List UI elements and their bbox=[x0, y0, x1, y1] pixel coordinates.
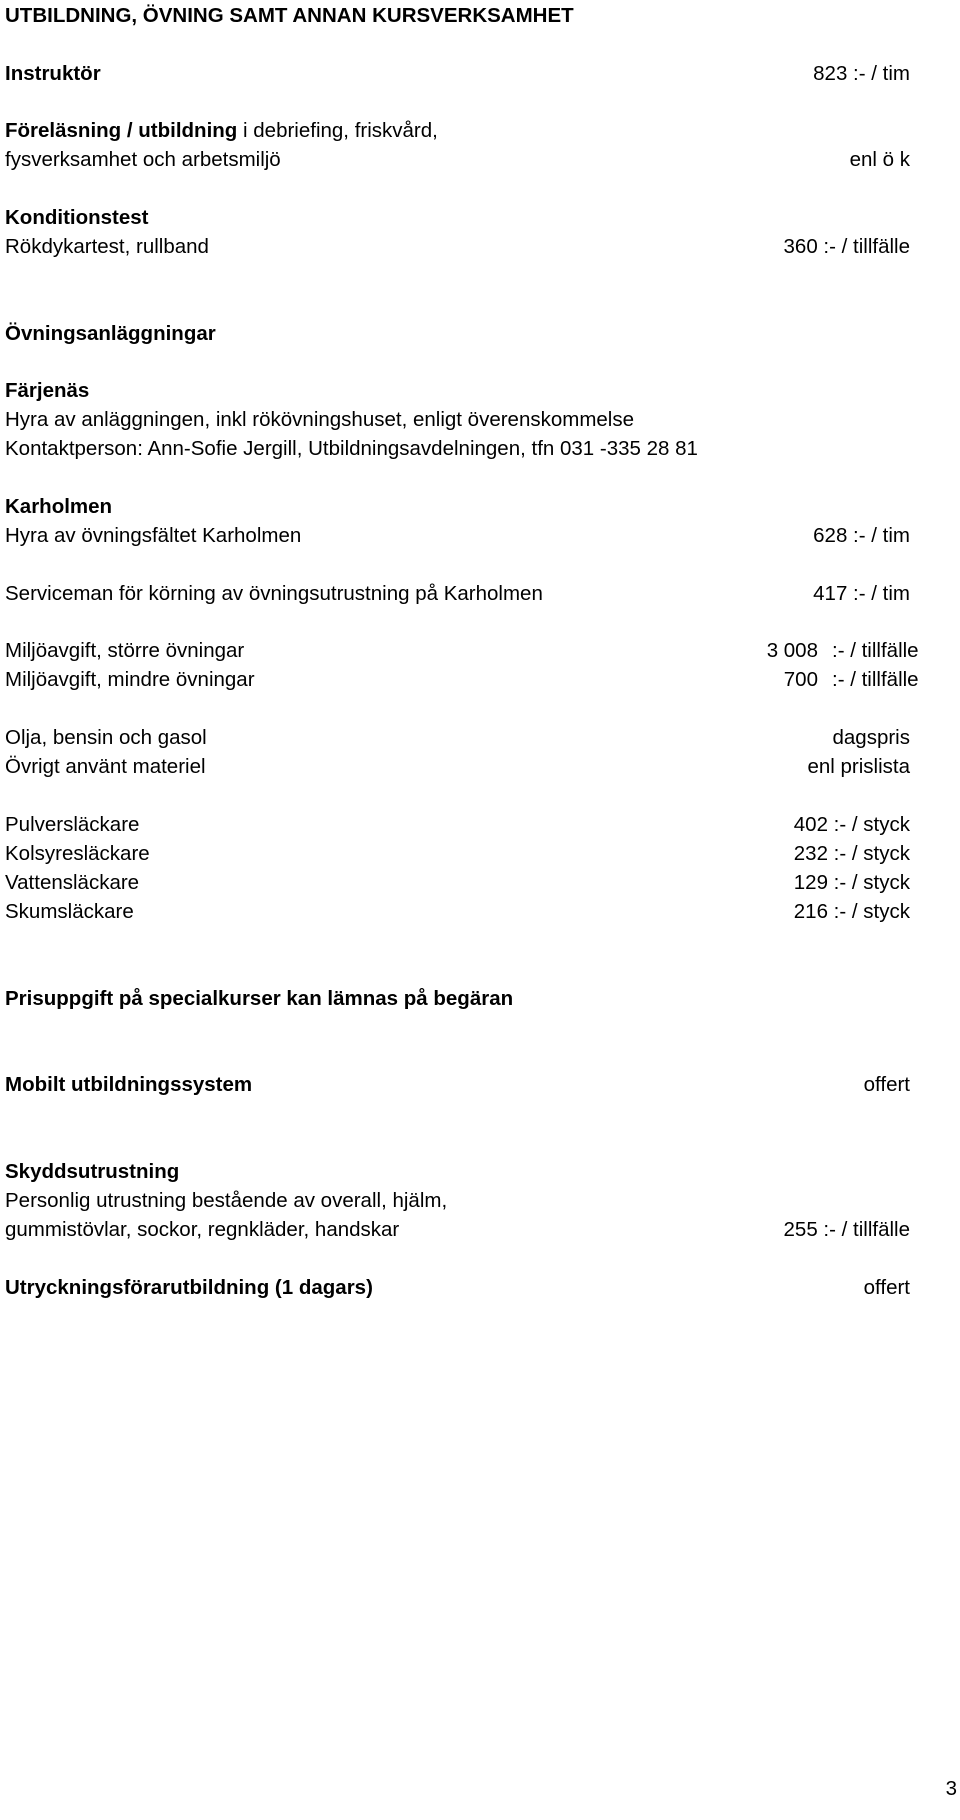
farjenas-label: Färjenäs bbox=[5, 379, 90, 402]
olja-price: dagspris bbox=[832, 726, 910, 749]
karholmen-hyra: Hyra av övningsfältet Karholmen bbox=[5, 524, 302, 547]
miljo-mindre-label: Miljöavgift, mindre övningar bbox=[5, 668, 255, 691]
miljo-mindre-value: 700 bbox=[783, 668, 818, 691]
document-heading: UTBILDNING, ÖVNING SAMT ANNAN KURSVERKSAMHET bbox=[5, 4, 574, 27]
kondition-price: 360 :- / tillfälle bbox=[783, 235, 910, 258]
skydd-line1: Personlig utrustning bestående av overall, hjälm, bbox=[5, 1189, 448, 1212]
serviceman-price: 417 :- / tim bbox=[813, 582, 910, 605]
farjenas-line2: Kontaktperson: Ann-Sofie Jergill, Utbildningsavdelningen, tfn 031 -335 28 81 bbox=[5, 437, 698, 460]
forelasning-rest: i debriefing, friskvård, bbox=[237, 119, 438, 142]
skydd-label: Skyddsutrustning bbox=[5, 1160, 180, 1183]
skydd-line2: gummistövlar, sockor, regnkläder, handskar bbox=[5, 1218, 400, 1241]
forelasning-line2: fysverksamhet och arbetsmiljö bbox=[5, 148, 281, 171]
ovrigt-label: Övrigt använt materiel bbox=[5, 755, 206, 778]
instruktor-price: 823 :- / tim bbox=[813, 62, 910, 85]
slackare-name: Pulversläckare bbox=[5, 813, 140, 836]
mobilt-label: Mobilt utbildningssystem bbox=[5, 1073, 253, 1096]
slackare-name: Kolsyresläckare bbox=[5, 842, 150, 865]
page-number: 3 bbox=[945, 1777, 957, 1800]
slackare-price: 129 :- / styck bbox=[793, 871, 910, 894]
slackare-price: 232 :- / styck bbox=[793, 842, 910, 865]
instruktor-label: Instruktör bbox=[5, 62, 101, 85]
ovningsanlaggningar-heading: Övningsanläggningar bbox=[5, 322, 216, 345]
miljo-mindre-unit: :- / tillfälle bbox=[832, 668, 919, 691]
forelasning-label: Föreläsning / utbildning bbox=[5, 119, 238, 142]
forelasning-line1 bbox=[5, 116, 438, 145]
slackare-price: 216 :- / styck bbox=[793, 900, 910, 923]
slackare-price: 402 :- / styck bbox=[793, 813, 910, 836]
olja-label: Olja, bensin och gasol bbox=[5, 726, 207, 749]
slackare-name: Vattensläckare bbox=[5, 871, 140, 894]
kondition-line2: Rökdykartest, rullband bbox=[5, 235, 209, 258]
forelasning-price: enl ö k bbox=[849, 148, 910, 171]
prisuppgift-note: Prisuppgift på specialkurser kan lämnas på begäran bbox=[5, 987, 514, 1010]
skydd-price: 255 :- / tillfälle bbox=[783, 1218, 910, 1241]
farjenas-line1: Hyra av anläggningen, inkl rökövningshuset, enligt överenskommelse bbox=[5, 408, 635, 431]
kondition-label: Konditionstest bbox=[5, 206, 149, 229]
utryckning-price: offert bbox=[863, 1276, 910, 1299]
mobilt-price: offert bbox=[863, 1073, 910, 1096]
serviceman-label: Serviceman för körning av övningsutrustning på Karholmen bbox=[5, 582, 543, 605]
ovrigt-price: enl prislista bbox=[807, 755, 910, 778]
miljo-storre-value: 3 008 bbox=[766, 639, 818, 662]
karholmen-hyra-price: 628 :- / tim bbox=[813, 524, 910, 547]
miljo-storre-label: Miljöavgift, större övningar bbox=[5, 639, 245, 662]
slackare-name: Skumsläckare bbox=[5, 900, 134, 923]
miljo-storre-unit: :- / tillfälle bbox=[832, 639, 919, 662]
karholmen-label: Karholmen bbox=[5, 495, 113, 518]
utryckning-label: Utryckningsförarutbildning (1 dagars) bbox=[5, 1276, 373, 1299]
